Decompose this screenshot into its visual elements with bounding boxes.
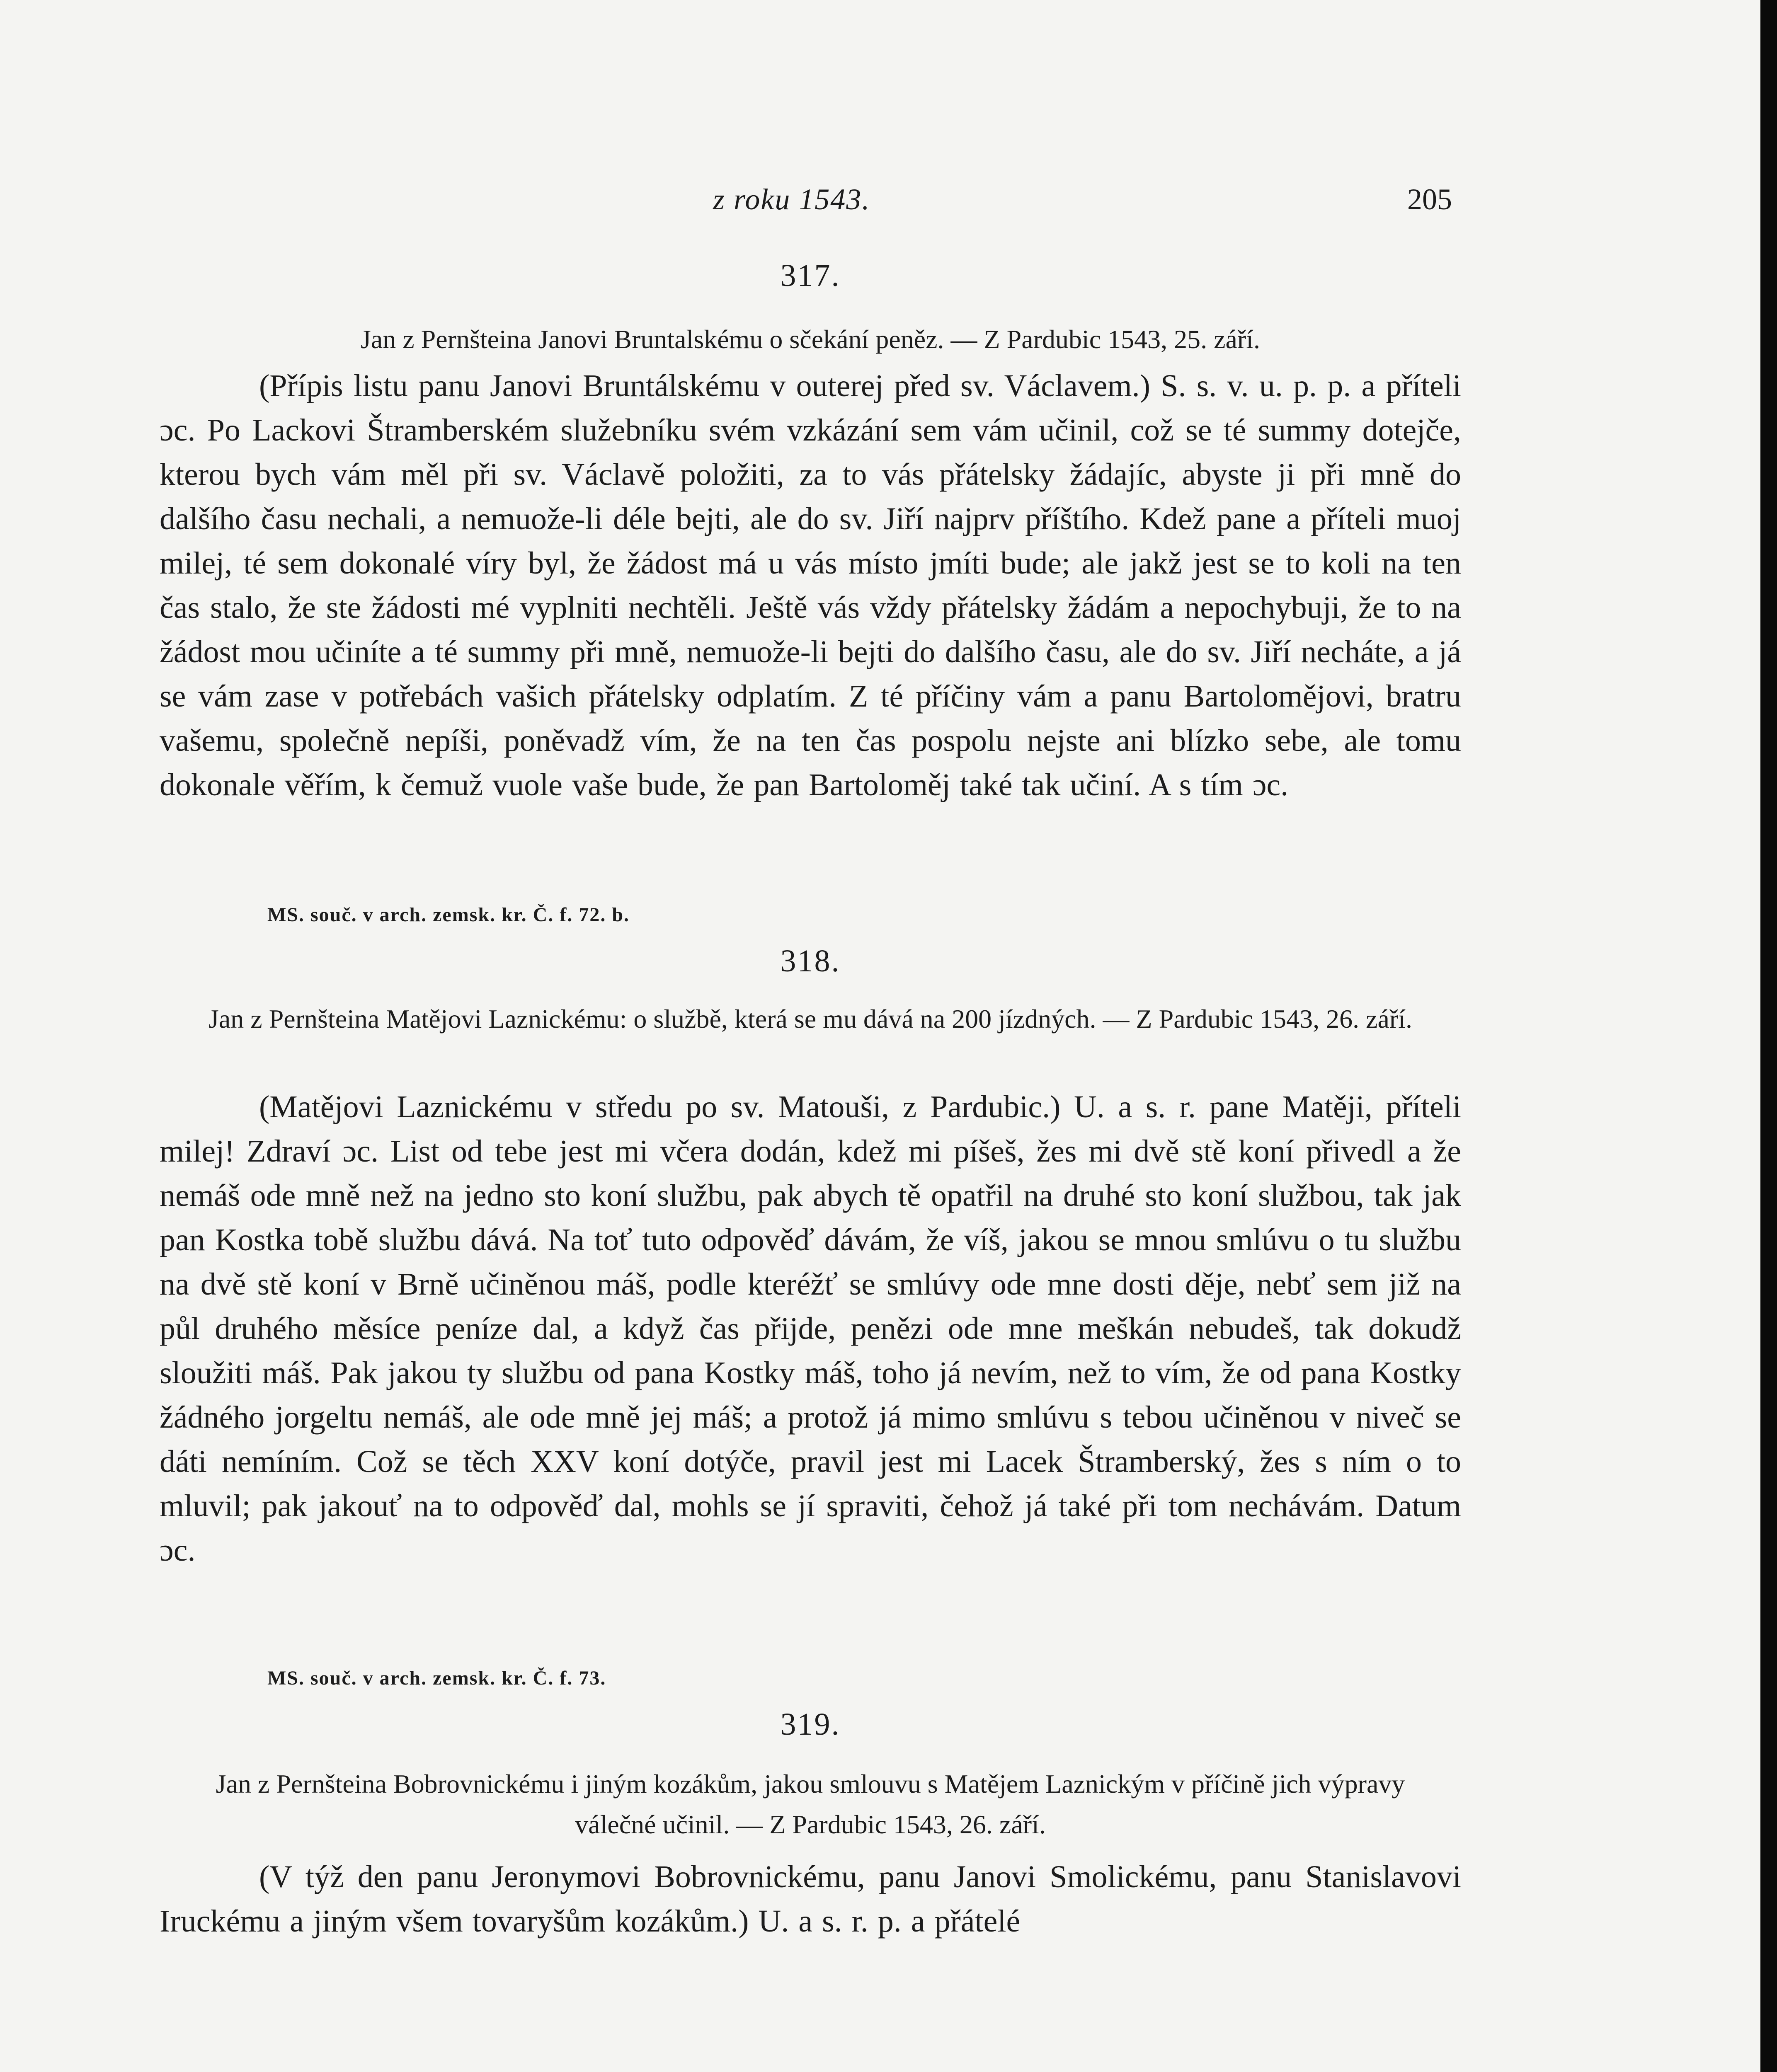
entry-319-regest xyxy=(160,1764,1461,1845)
entry-318-regest xyxy=(160,999,1461,1039)
source-note: MS. souč. v arch. zemsk. kr. Č. f. 72. b. xyxy=(267,904,630,926)
entry-317-regest xyxy=(160,319,1461,360)
letter-text: (Matějovi Laznickému v středu po sv. Matouši, z Pardubic.) U. a s. r. pane Matěji, příteli milej! Zdraví ɔc. List od tebe jest mi včera dodán, kdež mi píšeš, žes mi dvě stě koní přivedl a že nemáš ode mně než na jedno sto koní službu, pak abych tě opatřil na druhé sto koní službou, tak jak pan Kostka tobě službu dává. Na toť tuto odpověď dávám, že víš, jakou se mnou smlúvu o tu službu na dvě stě koní v Brně učiněnou máš, podle kteréžť se smlúvy ode mne dosti děje, nebť sem již na půl druhého měsíce peníze dal, a když čas přijde, penězi ode mne meškán nebudeš, tak dokudž sloužiti máš. Pak jakou ty službu od pana Kostky máš, toho já nevím, než to vím, že od pana Kostky žádného jorgeltu nemáš, ale ode mně jej máš; a protož já mimo smlúvu s tebou učiněnou v niveč se dáti nemíním. Což se těch XXV koní dotýče, pravil jest mi Lacek Štramberský, žes s ním o to mluvil; pak jakouť na to odpověď dal, mohls se jí spraviti, čehož já také při tom nechávám. Datum ɔc. xyxy=(160,1089,1461,1568)
entry-318-source xyxy=(160,1667,1461,1690)
entry-317-source xyxy=(160,903,1461,926)
source-note: MS. souč. v arch. zemsk. kr. Č. f. 73. xyxy=(267,1667,606,1689)
entry-318 xyxy=(160,943,1461,979)
entry-319-body xyxy=(160,1855,1461,1944)
entry-319 xyxy=(160,1706,1461,1743)
scan-border-right xyxy=(1760,0,1777,2072)
regest: Jan z Pernšteina Matějovi Laznickému: o službě, která se mu dává na 200 jízdných. — Z Pardubic 1543, 26. září. xyxy=(208,1004,1413,1034)
regest: Jan z Pernšteina Janovi Bruntalskému o sčekání peněz. — Z Pardubic 1543, 25. září. xyxy=(360,324,1261,354)
entry-318-body xyxy=(160,1085,1461,1573)
letter-text: (Přípis listu panu Janovi Bruntálskému v outerej před sv. Václavem.) S. s. v. u. p. p. a příteli ɔc. Po Lackovi Štramberském služebníku svém vzkázání sem vám učinil, což se té summy dotejče, kterou bych vám měl při sv. Václavě položiti, za to vás přátelsky žádajíc, abyste ji při mně do dalšího času nechali, a nemuože-li déle bejti, ale do sv. Jiří najprv příštího. Kdež pane a příteli muoj milej, té sem dokonalé víry byl, že žádost má u vás místo jmíti bude; ale jakž jest se to koli na ten čas stalo, že ste žádosti mé vyplniti nechtěli. Ještě vás vždy přátelsky žádám a nepochybuji, že to na žádost mou učiníte a té summy při mně, nemuože-li bejti do dalšího času, ale do sv. Jiří necháte, a já se vám zase v potřebách vašich přátelsky odplatím. Z té příčiny vám a panu Bartolomějovi, bratru vašemu, společně nepíši, poněvadž vím, že na ten čas pospolu nejste ani blízko sebe, ale tomu dokonale věřím, k čemuž vuole vaše bude, že pan Bartoloměj také tak učiní. A s tím ɔc. xyxy=(160,368,1461,802)
letter-text: (V týž den panu Jeronymovi Bobrovnickému, panu Janovi Smolickému, panu Stanislavovi Iruckému a jiným všem tovaryšům kozákům.) U. a s. r. p. a přátelé xyxy=(160,1859,1461,1939)
entry-317 xyxy=(160,258,1461,294)
entry-number: 319. xyxy=(780,1707,841,1742)
entry-317-body xyxy=(160,364,1461,807)
running-head: z roku 1543. xyxy=(713,183,870,216)
entry-number: 318. xyxy=(780,944,841,978)
entry-number: 317. xyxy=(780,258,841,293)
page-number: 205 xyxy=(1407,183,1452,216)
regest: Jan z Pernšteina Bobrovnickému i jiným kozákům, jakou smlouvu s Matějem Laznickým v příčině jich výpravy válečné učinil. — Z Pardubic 1543, 26. září. xyxy=(216,1769,1405,1839)
